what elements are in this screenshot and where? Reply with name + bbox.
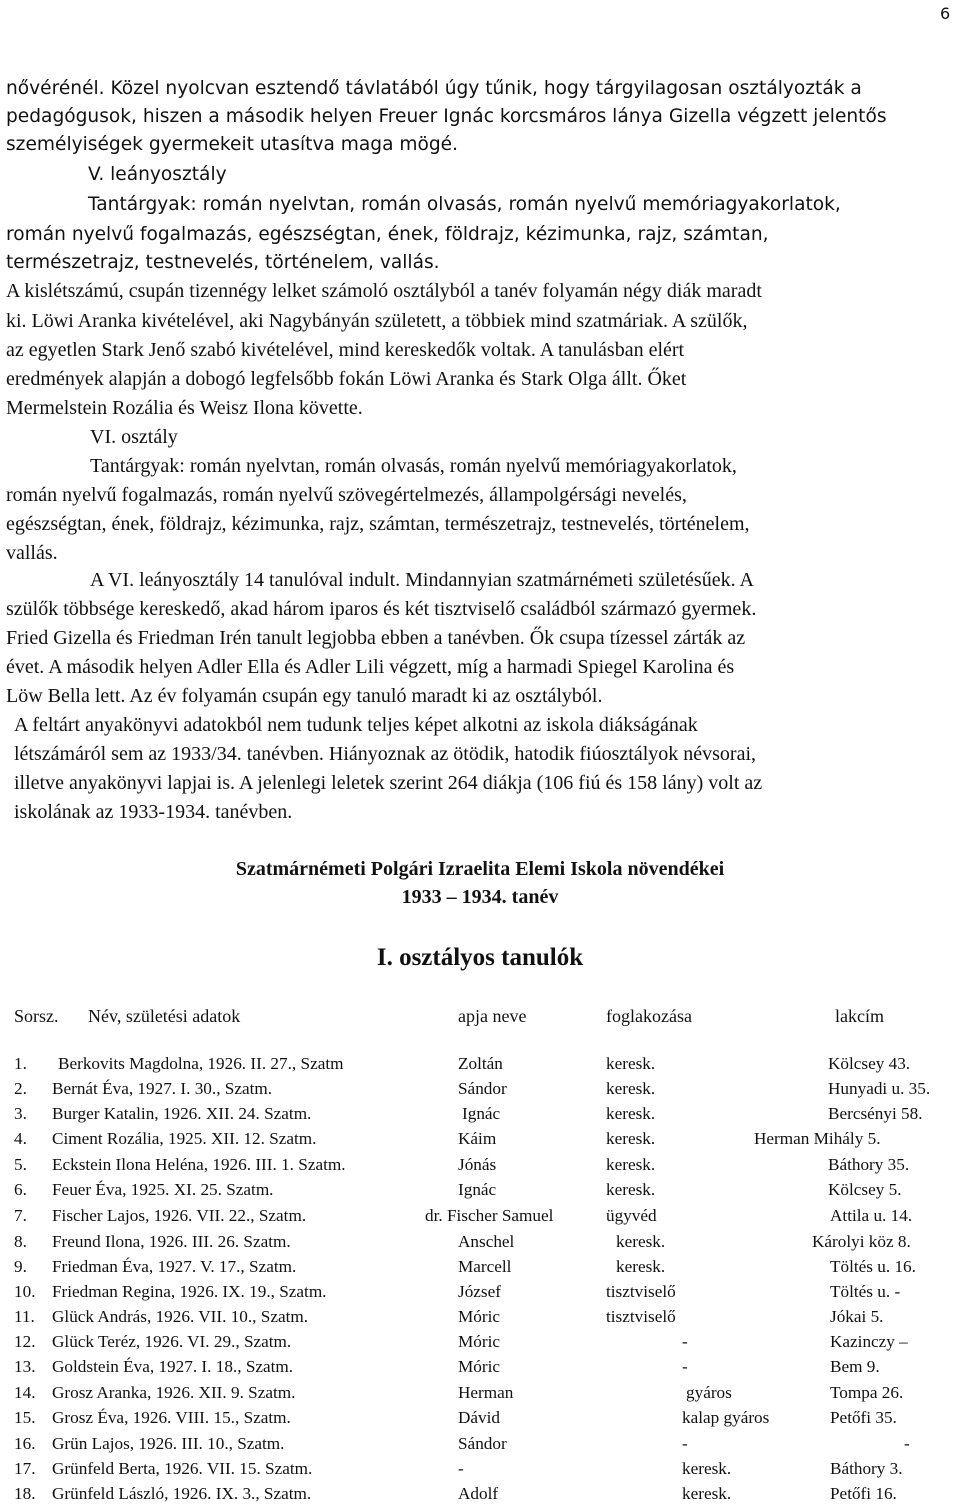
- text-line: természetrajz, testnevelés, történelem, vallás.: [6, 252, 440, 273]
- school-year-title: 1933 – 1934. tanév: [401, 886, 559, 908]
- cell-number: 5.: [14, 1155, 27, 1174]
- cell-number: 13.: [14, 1357, 36, 1376]
- cell-name: Grün Lajos, 1926. III. 10., Szatm.: [52, 1434, 285, 1453]
- cell-address: Töltés u. -: [830, 1282, 901, 1301]
- table-row: [0, 1459, 960, 1484]
- cell-name: Freund Ilona, 1926. III. 26. Szatm.: [52, 1232, 291, 1251]
- cell-father: Móric: [458, 1307, 501, 1326]
- cell-father: -: [458, 1459, 464, 1478]
- table-row: [0, 1257, 960, 1282]
- table-row: [0, 1332, 960, 1357]
- cell-address: Báthory 3.: [830, 1459, 903, 1478]
- cell-number: 7.: [14, 1206, 27, 1225]
- cell-occupation: keresk.: [616, 1232, 666, 1251]
- cell-address: Kölcsey 5.: [828, 1180, 902, 1199]
- table-row: [0, 1408, 960, 1433]
- text-line: iskolának az 1933-1934. tanévben.: [14, 801, 293, 823]
- cell-name: Fischer Lajos, 1926. VII. 22., Szatm.: [52, 1206, 307, 1225]
- cell-name: Goldstein Éva, 1927. I. 18., Szatm.: [52, 1357, 294, 1376]
- cell-occupation: -: [682, 1357, 688, 1376]
- cell-occupation: keresk.: [606, 1129, 656, 1148]
- table-row: [0, 1129, 960, 1154]
- table-row: [0, 1357, 960, 1382]
- cell-occupation: ügyvéd: [606, 1206, 657, 1225]
- cell-name: Grosz Aranka, 1926. XII. 9. Szatm.: [52, 1383, 296, 1402]
- table-row: [0, 1307, 960, 1332]
- column-header-address: lakcím: [835, 1006, 884, 1026]
- cell-occupation: kalap gyáros: [682, 1408, 770, 1427]
- cell-number: 8.: [14, 1232, 27, 1251]
- cell-number: 6.: [14, 1180, 27, 1199]
- text-line: egészségtan, ének, földrajz, kézimunka, rajz, számtan, természetrajz, testnevelés, történelem,: [6, 513, 750, 535]
- cell-address: Kazinczy –: [830, 1332, 908, 1351]
- column-header-occupation: foglakozása: [606, 1006, 692, 1026]
- text-line: létszámáról sem az 1933/34. tanévben. Hiányoznak az ötödik, hatodik fiúosztályok névsorai,: [14, 743, 757, 765]
- table-row: [0, 1206, 960, 1231]
- cell-occupation: keresk.: [606, 1079, 656, 1098]
- cell-occupation: -: [682, 1332, 688, 1351]
- cell-father: Móric: [458, 1332, 501, 1351]
- cell-number: 17.: [14, 1459, 36, 1478]
- cell-father: Adolf: [458, 1484, 499, 1503]
- cell-name: Burger Katalin, 1926. XII. 24. Szatm.: [52, 1104, 312, 1123]
- text-line: Mermelstein Rozália és Weisz Ilona követte.: [6, 397, 363, 419]
- cell-number: 15.: [14, 1408, 36, 1427]
- text-line: Tantárgyak: román nyelvtan, román olvasás, román nyelvű memóriagyakorlatok,: [90, 455, 737, 477]
- cell-number: 18.: [14, 1484, 36, 1503]
- cell-address: Károlyi köz 8.: [812, 1232, 911, 1251]
- cell-address: Attila u. 14.: [830, 1206, 913, 1225]
- cell-number: 10.: [14, 1282, 36, 1301]
- cell-name: Feuer Éva, 1925. XI. 25. Szatm.: [52, 1180, 274, 1199]
- cell-number: 3.: [14, 1104, 27, 1123]
- cell-address: Tompa 26.: [830, 1383, 904, 1402]
- text-line: vallás.: [6, 542, 58, 564]
- cell-number: 12.: [14, 1332, 36, 1351]
- cell-number: 4.: [14, 1129, 27, 1148]
- column-header-number: Sorsz.: [14, 1006, 59, 1026]
- section-heading-v: V. leányosztály: [88, 164, 227, 185]
- text-line: ki. Löwi Aranka kivételével, aki Nagybányán született, a többiek mind szatmáriak. A szülők,: [6, 310, 748, 332]
- cell-father: Sándor: [458, 1079, 507, 1098]
- table-title: Szatmárnémeti Polgári Izraelita Elemi Iskola növendékei: [235, 858, 725, 880]
- cell-name: Bernát Éva, 1927. I. 30., Szatm.: [52, 1079, 273, 1098]
- text-line: évet. A második helyen Adler Ella és Adler Lili végzett, míg a harmadi Spiegel Karolina és: [6, 656, 735, 678]
- cell-number: 2.: [14, 1079, 27, 1098]
- section-heading-vi: VI. osztály: [90, 426, 178, 448]
- class-title: I. osztályos tanulók: [376, 944, 584, 971]
- cell-name: Glück András, 1926. VII. 10., Szatm.: [52, 1307, 309, 1326]
- cell-father: Herman: [458, 1383, 514, 1402]
- cell-father: Zoltán: [458, 1054, 503, 1073]
- text-line: román nyelvű fogalmazás, román nyelvű szövegértelmezés, állampolgérsági nevelés,: [6, 484, 687, 506]
- cell-number: 9.: [14, 1257, 27, 1276]
- cell-occupation: keresk.: [606, 1054, 656, 1073]
- text-line: eredmények alapján a dobogó legfelsőbb fokán Löwi Aranka és Stark Olga állt. Őket: [6, 368, 687, 390]
- text-line: román nyelvű fogalmazás, egészségtan, ének, földrajz, kézimunka, rajz, számtan,: [6, 224, 769, 245]
- page-number: 6: [940, 4, 951, 23]
- cell-name: Berkovits Magdolna, 1926. II. 27., Szatm: [58, 1054, 344, 1073]
- cell-name: Glück Teréz, 1926. VI. 29., Szatm.: [52, 1332, 292, 1351]
- cell-name: Grünfeld Berta, 1926. VII. 15. Szatm.: [52, 1459, 313, 1478]
- cell-occupation: keresk.: [606, 1155, 656, 1174]
- column-header-name: Név, születési adatok: [88, 1006, 241, 1026]
- table-row: [0, 1484, 960, 1509]
- cell-occupation: -: [682, 1434, 688, 1453]
- cell-occupation: tisztviselő: [606, 1282, 676, 1301]
- cell-address: Hunyadi u. 35.: [828, 1079, 931, 1098]
- text-line: A kislétszámú, csupán tizennégy lelket számoló osztályból a tanév folyamán négy diák maradt: [6, 280, 762, 302]
- column-header-father: apja neve: [458, 1006, 527, 1026]
- table-row: [0, 1180, 960, 1205]
- table-row: [0, 1282, 960, 1307]
- cell-father: József: [458, 1282, 501, 1301]
- cell-occupation: keresk.: [606, 1180, 656, 1199]
- cell-father: dr. Fischer Samuel: [425, 1206, 554, 1225]
- cell-address: Báthory 35.: [828, 1155, 910, 1174]
- cell-father: Anschel: [458, 1232, 515, 1251]
- cell-address: Bem 9.: [830, 1357, 880, 1376]
- cell-name: Ciment Rozália, 1925. XII. 12. Szatm.: [52, 1129, 317, 1148]
- table-row: [0, 1232, 960, 1257]
- cell-name: Friedman Regina, 1926. IX. 19., Szatm.: [52, 1282, 327, 1301]
- cell-father: Ignác: [462, 1104, 501, 1123]
- cell-father: Móric: [458, 1357, 501, 1376]
- text-line: pedagógusok, hiszen a második helyen Freuer Ignác korcsmáros lánya Gizella végzett jelentős: [6, 106, 887, 127]
- table-row: [0, 1155, 960, 1180]
- cell-name: Grünfeld László, 1926. IX. 3., Szatm.: [52, 1484, 312, 1503]
- cell-occupation: keresk.: [682, 1484, 732, 1503]
- text-line: Fried Gizella és Friedman Irén tanult legjobba ebben a tanévben. Ők csupa tízessel zárták az: [6, 627, 746, 649]
- cell-address: Petőfi 16.: [830, 1484, 897, 1503]
- cell-address: Petőfi 35.: [830, 1408, 897, 1427]
- cell-father: Jónás: [458, 1155, 497, 1174]
- cell-occupation: keresk.: [616, 1257, 666, 1276]
- cell-address: Kölcsey 43.: [828, 1054, 911, 1073]
- text-line: Löw Bella lett. Az év folyamán csupán egy tanuló maradt ki az osztályból.: [6, 685, 603, 707]
- cell-number: 14.: [14, 1383, 36, 1402]
- table-row: [0, 1434, 960, 1459]
- cell-address: Jókai 5.: [830, 1307, 884, 1326]
- text-line: az egyetlen Stark Jenő szabó kivételével, mind kereskedők voltak. A tanulásban elért: [6, 339, 685, 361]
- table-row: [0, 1054, 960, 1079]
- cell-name: Grosz Éva, 1926. VIII. 15., Szatm.: [52, 1408, 291, 1427]
- text-line: nővérénél. Közel nyolcvan esztendő távlatából úgy tűnik, hogy tárgyilagosan osztályozták a: [6, 78, 862, 99]
- text-line: A VI. leányosztály 14 tanulóval indult. Mindannyian szatmárnémeti születésűek. A: [90, 569, 754, 591]
- cell-father: Dávid: [458, 1408, 501, 1427]
- cell-occupation: keresk.: [606, 1104, 656, 1123]
- cell-address: Herman Mihály 5.: [754, 1129, 881, 1148]
- cell-address: Bercsényi 58.: [828, 1104, 923, 1123]
- text-line: illetve anyakönyvi lapjai is. A jelenlegi leletek szerint 264 diákja (106 fiú és 158 lány) volt az: [14, 772, 763, 794]
- cell-father: Sándor: [458, 1434, 507, 1453]
- cell-address: -: [904, 1434, 910, 1453]
- cell-occupation: keresk.: [682, 1459, 732, 1478]
- cell-address: Töltés u. 16.: [830, 1257, 916, 1276]
- cell-father: Káim: [458, 1129, 497, 1148]
- cell-father: Ignác: [458, 1180, 497, 1199]
- cell-name: Eckstein Ilona Heléna, 1926. III. 1. Szatm.: [52, 1155, 346, 1174]
- text-line: szülők többsége kereskedő, akad három iparos és két tisztviselő családból származó gyermek.: [6, 598, 757, 620]
- text-line: A feltárt anyakönyvi adatokból nem tudunk teljes képet alkotni az iskola diákságának: [14, 714, 698, 736]
- cell-name: Friedman Éva, 1927. V. 17., Szatm.: [52, 1257, 297, 1276]
- cell-occupation: tisztviselő: [606, 1307, 676, 1326]
- cell-number: 1.: [14, 1054, 27, 1073]
- cell-occupation: gyáros: [686, 1383, 732, 1402]
- cell-number: 16.: [14, 1434, 36, 1453]
- cell-father: Marcell: [458, 1257, 512, 1276]
- cell-number: 11.: [14, 1307, 35, 1326]
- table-row: [0, 1079, 960, 1104]
- text-line: személyiségek gyermekeit utasítva maga mögé.: [6, 134, 459, 155]
- text-line: Tantárgyak: román nyelvtan, román olvasás, román nyelvű memóriagyakorlatok,: [88, 194, 841, 215]
- table-row: [0, 1383, 960, 1408]
- table-row: [0, 1104, 960, 1129]
